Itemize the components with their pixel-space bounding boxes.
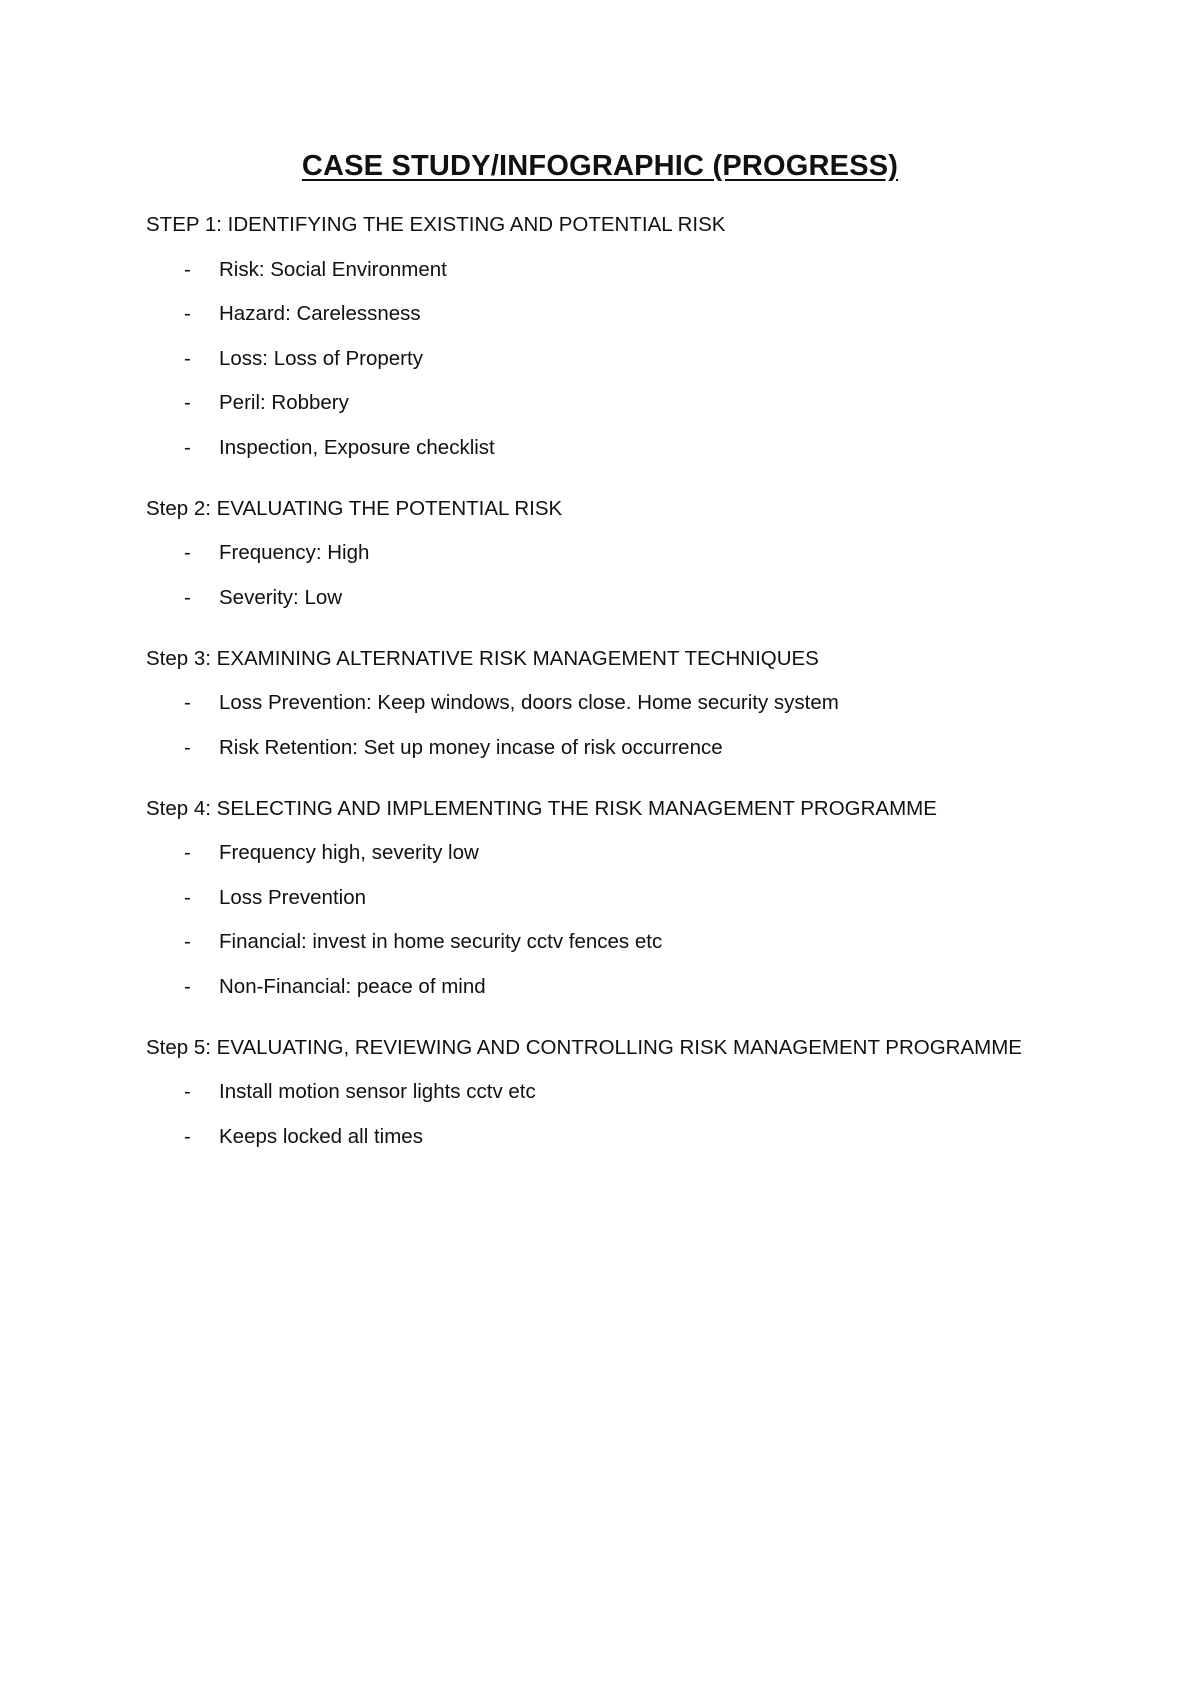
list-item	[146, 346, 1106, 372]
list-item-text: Install motion sensor lights cctv etc	[219, 1080, 536, 1103]
list-item-text: Risk: Social Environment	[219, 257, 447, 281]
list-item	[146, 585, 1106, 611]
list-item-text: Non-Financial: peace of mind	[219, 974, 486, 998]
list-item-text: Severity: Low	[219, 585, 343, 609]
bullet-dash: -	[184, 885, 191, 909]
bullet-dash: -	[184, 930, 191, 953]
list-item	[146, 435, 1106, 461]
step-5-heading: Step 5: EVALUATING, REVIEWING AND CONTROLLING RISK MANAGEMENT PROGRAMME	[146, 1035, 1022, 1059]
list-item	[146, 974, 1106, 1000]
step-5-section	[146, 1035, 1106, 1150]
list-item	[146, 885, 1106, 911]
list-item-text: Inspection, Exposure checklist	[219, 435, 495, 459]
step-3-heading: Step 3: EXAMINING ALTERNATIVE RISK MANAGEMENT TECHNIQUES	[146, 646, 819, 670]
list-item-text: Frequency high, severity low	[219, 841, 479, 864]
step-3-section	[146, 646, 1106, 761]
list-item	[146, 540, 1106, 566]
list-item	[146, 1124, 1106, 1150]
list-item	[146, 390, 1106, 416]
list-item	[146, 690, 1106, 716]
list-item	[146, 840, 1106, 866]
document-title: CASE STUDY/INFOGRAPHIC (PROGRESS)	[301, 150, 899, 182]
list-item-text: Peril: Robbery	[219, 391, 349, 414]
list-item	[146, 257, 1106, 283]
bullet-dash: -	[184, 585, 191, 609]
step-2-section	[146, 496, 1106, 611]
bullet-dash: -	[184, 1124, 191, 1148]
list-item	[146, 301, 1106, 327]
list-item	[146, 929, 1106, 955]
step-2-list	[146, 540, 1106, 611]
list-item-text: Frequency: High	[219, 541, 370, 564]
step-1-section	[146, 212, 1106, 461]
list-item-text: Loss Prevention: Keep windows, doors close. Home security system	[219, 691, 839, 714]
bullet-dash: -	[184, 302, 191, 325]
step-2-heading: Step 2: EVALUATING THE POTENTIAL RISK	[146, 496, 563, 520]
step-4-heading: Step 4: SELECTING AND IMPLEMENTING THE RISK MANAGEMENT PROGRAMME	[146, 796, 937, 820]
step-1-list	[146, 257, 1106, 461]
bullet-dash: -	[184, 691, 191, 714]
bullet-dash: -	[184, 257, 191, 281]
list-item-text: Financial: invest in home security cctv fences etc	[219, 930, 663, 953]
step-1-heading: STEP 1: IDENTIFYING THE EXISTING AND POTENTIAL RISK	[146, 213, 726, 236]
list-item-text: Loss Prevention	[219, 885, 367, 909]
list-item-text: Keeps locked all times	[219, 1124, 423, 1148]
bullet-dash: -	[184, 735, 191, 759]
list-item-text: Risk Retention: Set up money incase of risk occurrence	[219, 735, 723, 759]
step-5-list	[146, 1079, 1106, 1150]
step-4-list	[146, 840, 1106, 1000]
bullet-dash: -	[184, 974, 191, 998]
step-3-list	[146, 690, 1106, 761]
bullet-dash: -	[184, 541, 191, 564]
bullet-dash: -	[184, 346, 191, 370]
bullet-dash: -	[184, 391, 191, 414]
document-body	[146, 212, 1106, 1150]
list-item-text: Hazard: Carelessness	[219, 302, 421, 325]
bullet-dash: -	[184, 435, 191, 459]
step-4-section	[146, 796, 1106, 1000]
bullet-dash: -	[184, 1080, 191, 1103]
list-item	[146, 735, 1106, 761]
bullet-dash: -	[184, 841, 191, 864]
list-item-text: Loss: Loss of Property	[219, 346, 423, 370]
list-item	[146, 1079, 1106, 1105]
